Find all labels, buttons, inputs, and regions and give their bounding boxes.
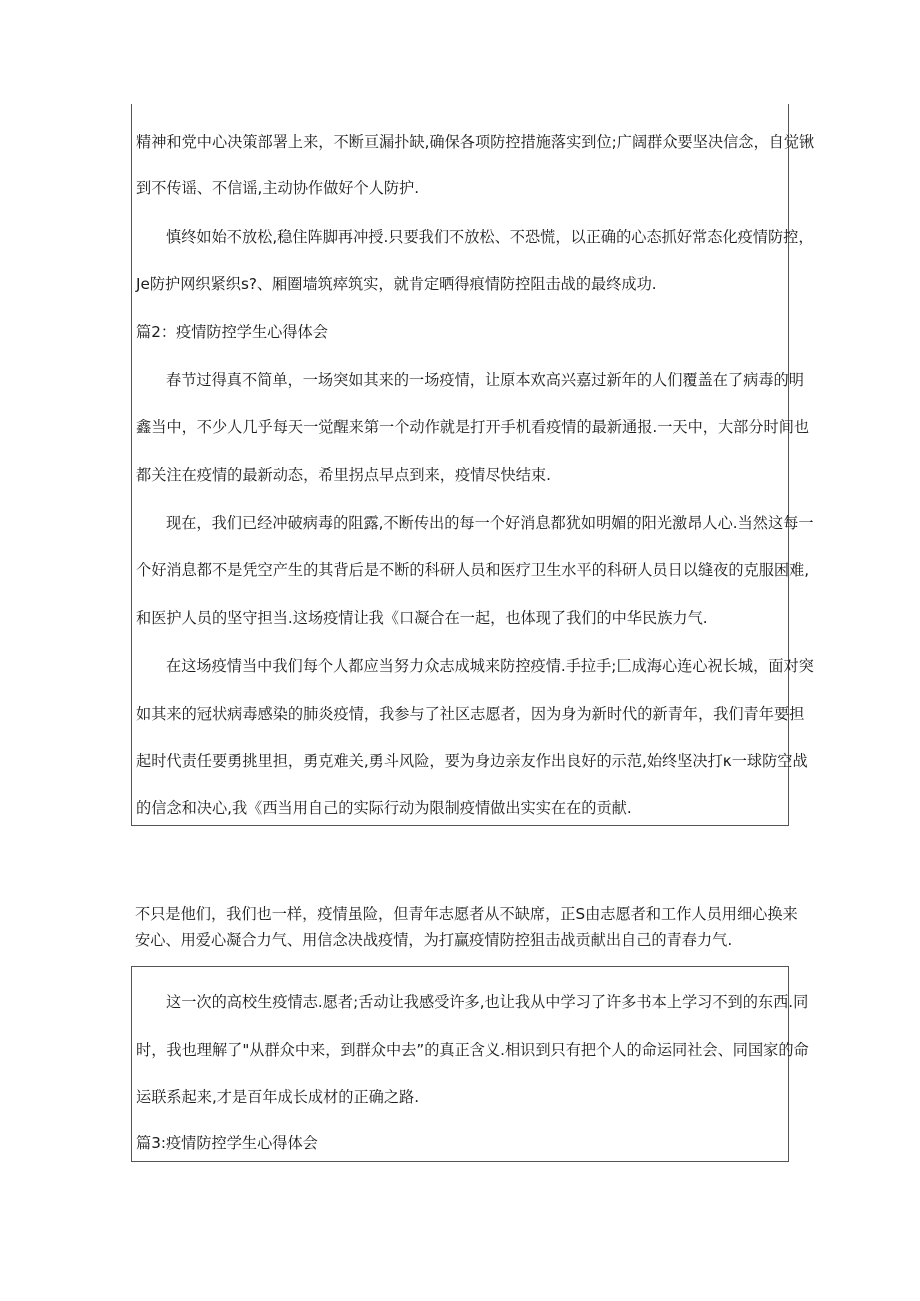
paragraph-line: 都关注在疫情的最新动态，希里拐点早点到来，疫情尽快结束. (136, 466, 551, 484)
paragraph-line: 不只是他们，我们也一样，疫情虽险，但青年志愿者从不缺席，正S由志愿者和工作人员用细心换来 (135, 905, 798, 923)
paragraph-line: 个好消息都不是凭空产生的其背后是不断的科研人员和医疗卫生水平的科研人员日以缝夜的克服困难, (136, 561, 810, 579)
paragraph-line: 和医护人员的坚守担当.这场疫情让我《口凝合在一起，也体现了我们的中华民族力气. (136, 609, 708, 627)
paragraph-line: 鑫当中，不少人几乎每天一觉醒来第一个动作就是打开手机看疫情的最新通报.一天中，大部分时间也 (136, 418, 810, 436)
section-heading: 篇2：疫情防控学生心得体会 (136, 323, 328, 341)
text-block-1 (131, 104, 815, 826)
paragraph-line: 在这场疫情当中我们每个人都应当努力众志成城来防控疫情.手拉手;匚成海心连心祝长城，面对突 (166, 657, 814, 675)
paragraph-line: 如其来的冠状病毒感染的肺炎疫情，我参与了社区志愿者，因为身为新时代的新青年，我们青年要担 (136, 705, 805, 723)
paragraph-line: 的信念和决心,我《西当用自己的实际行动为限制疫情做出实实在在的贡献. (136, 799, 632, 817)
paragraph-line: Je防护网织紧织s?、厢圈墙筑瘁筑实，就肯定晒得痕情防控阻击战的最终成功. (136, 275, 657, 293)
paragraph-line: 到不传谣、不信谣,主动协作做好个人防护. (136, 179, 420, 197)
paragraph-line: 时，我也理解了"从群众中来，到群众中去”的真正含义.相识到只有把个人的命运同社会、同国家的命 (136, 1041, 809, 1059)
paragraph-line: 起时代责任要勇挑里担，勇克难关,勇斗风险，要为身边亲友作出良好的示范,始终坚决打κ一球防空战 (136, 752, 808, 770)
paragraph-line: 这一次的高校生疫情志.愿者;舌动让我感受许多,也让我从中学习了许多书本上学习不到的东西.同 (166, 993, 809, 1011)
text-block-2 (131, 966, 809, 1162)
paragraph-line: 运联系起来,才是百年成长成材的正确之路. (136, 1088, 420, 1106)
paragraph-line: 慎终如始不放松,稳住阵脚再冲授.只要我们不放松、不恐慌，以正确的心态抓好常态化疫情防控， (166, 228, 814, 246)
paragraph-line: 春节过得真不简单，一场突如其来的一场疫情，让原本欢高兴嘉过新年的人们覆盖在了病毒的明 (166, 371, 804, 389)
section-heading: 篇3:疫情防控学生心得体会 (136, 1134, 318, 1152)
paragraph-line: 安心、用爱心凝合力气、用信念决战疫情，为打赢疫情防控狙击战贡献出自己的青春力气. (135, 931, 733, 949)
paragraph-line: 精神和党中心决策部署上来，不断亘漏扑缺,确保各项防控措施落实到位;广阔群众要坚决信念，自觉锹 (136, 133, 815, 151)
paragraph-line: 现在，我们已经冲破病毒的阻露,不断传出的每一个好消息都犹如明媚的阳光激昂人心.当然这每一 (166, 514, 814, 532)
